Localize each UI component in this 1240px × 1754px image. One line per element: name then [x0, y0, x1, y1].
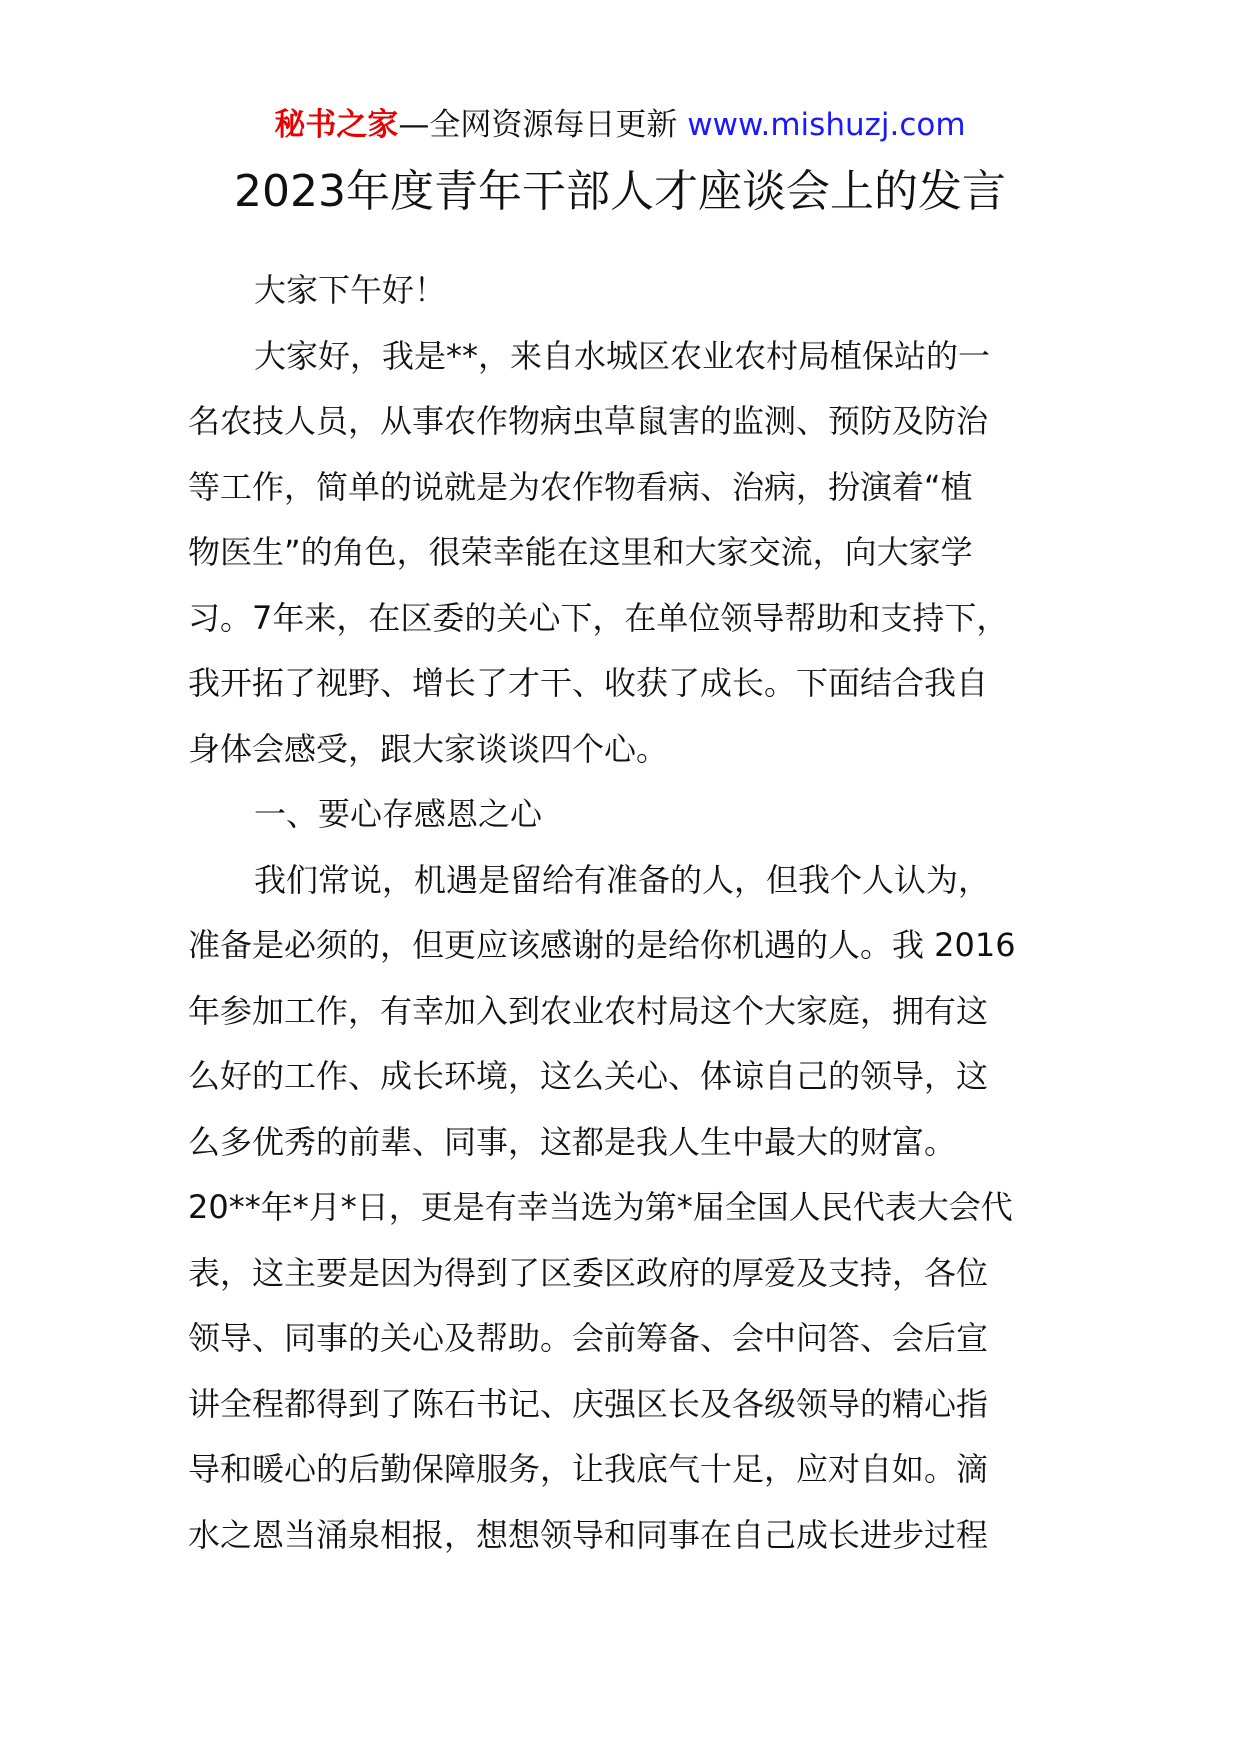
body-text-line: 大家下午好！	[254, 271, 447, 309]
body-text-line: 物医生”的角色，很荣幸能在这里和大家交流，向大家学	[188, 533, 973, 571]
body-text-line: 身体会感受，跟大家谈谈四个心。	[188, 729, 669, 768]
watermark-brand: 秘书之家	[274, 107, 399, 143]
body-text-line: 年参加工作，有幸加入到农业农村局这个大家庭，拥有这	[188, 991, 989, 1030]
body-text-line: 大家好，我是**，来自水城区农业农村局植保站的一	[254, 336, 991, 375]
body-text-line: 么好的工作、成长环境，这么关心、体谅自己的领导，这	[188, 1057, 989, 1095]
body-text-line: 准备是必须的，但更应该感谢的是给你机遇的人。我 2016	[188, 926, 1016, 964]
body-text-line: 一、要心存感恩之心	[254, 795, 543, 833]
body-text-line: 表，这主要是因为得到了区委区政府的厚爱及支持，各位	[188, 1253, 989, 1292]
watermark-slogan: —全网资源每日更新	[398, 107, 688, 143]
watermark-url-link[interactable]: www.mishuzj.com	[687, 107, 966, 143]
body-text-line: 我们常说，机遇是留给有准备的人，但我个人认为，	[254, 860, 991, 899]
body-text-line: 我开拓了视野、增长了才干、收获了成长。下面结合我自	[188, 664, 989, 702]
body-text-line: 水之恩当涌泉相报，想想领导和同事在自己成长进步过程	[188, 1515, 989, 1554]
body-text-line: 讲全程都得到了陈石书记、庆强区长及各级领导的精心指	[188, 1384, 989, 1423]
body-text-line: 名农技人员，从事农作物病虫草鼠害的监测、预防及防治	[188, 402, 989, 440]
body-text-line: 导和暖心的后勤保障服务，让我底气十足，应对自如。滴	[188, 1450, 989, 1488]
body-text-line: 20**年*月*日，更是有幸当选为第*届全国人民代表大会代	[188, 1188, 1013, 1226]
body-text-line: 领导、同事的关心及帮助。会前筹备、会中问答、会后宣	[188, 1319, 989, 1357]
body-text-line: 等工作，简单的说就是为农作物看病、治病，扮演着“植	[188, 467, 973, 506]
site-watermark	[0, 103, 1240, 147]
document-body	[188, 258, 1048, 1568]
body-text-line: 习。7年来，在区委的关心下，在单位领导帮助和支持下，	[188, 598, 1009, 637]
body-text-line: 么多优秀的前辈、同事，这都是我人生中最大的财富。	[188, 1122, 957, 1161]
document-title: 2023年度青年干部人才座谈会上的发言	[234, 166, 1006, 217]
